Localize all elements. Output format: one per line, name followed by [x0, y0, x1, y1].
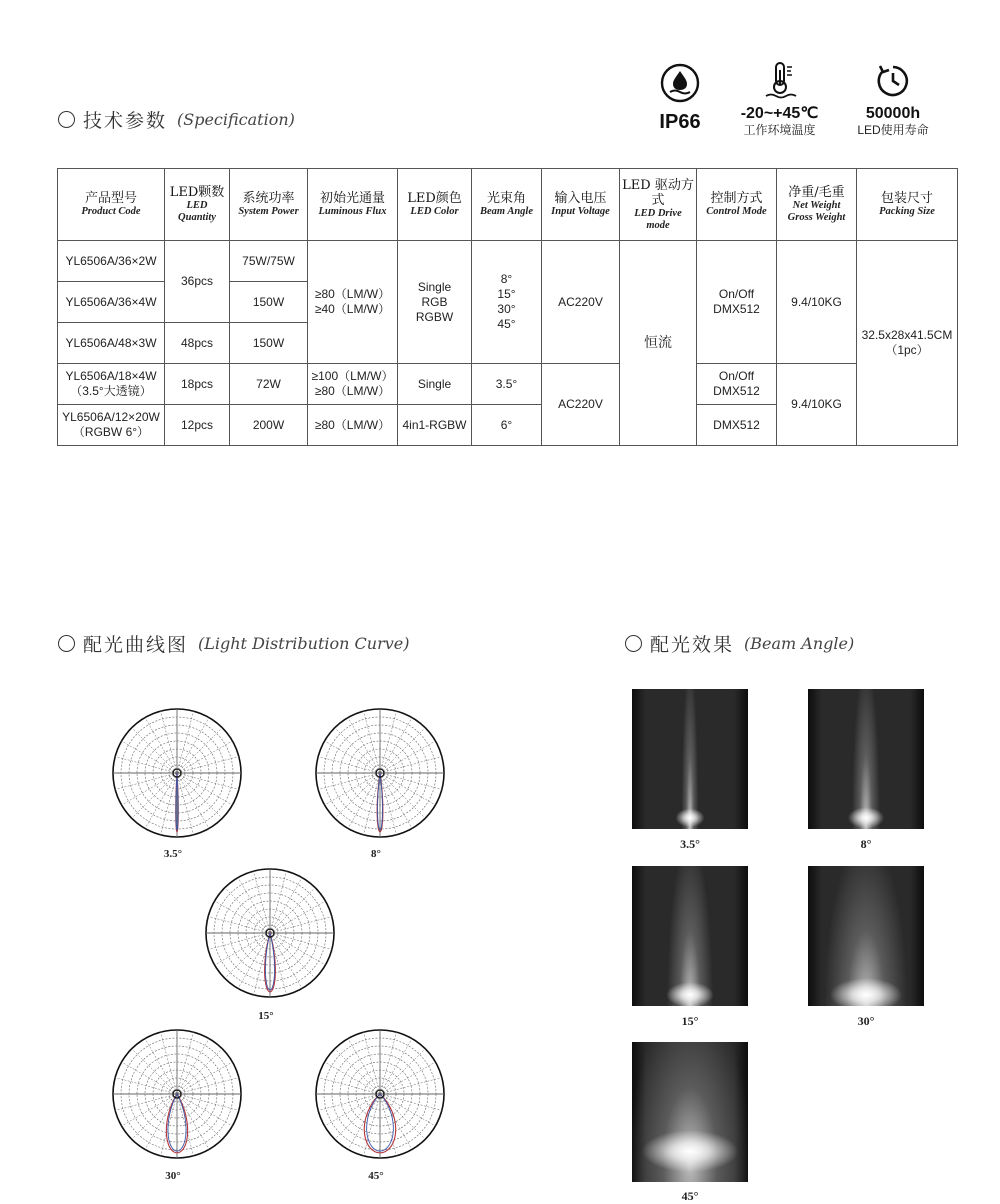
table-header-row — [58, 169, 958, 241]
beam-photo — [632, 689, 748, 829]
polar-spoke — [177, 1049, 222, 1094]
beam-photo — [632, 866, 748, 1006]
beam-title-en: (Beam Angle) — [744, 634, 855, 653]
polar-spoke — [215, 933, 270, 965]
polar-spoke — [318, 756, 380, 773]
polar-spoke — [348, 773, 380, 828]
cell-code: YL6506A/12×20W （RGBW 6°） — [58, 405, 165, 446]
cell-beam: 3.5° — [472, 364, 542, 405]
badge-ip66 — [645, 62, 715, 133]
polar-spoke — [335, 773, 380, 818]
polar-spoke — [177, 773, 194, 835]
spec-table — [57, 168, 958, 446]
polar-spoke — [325, 1094, 380, 1126]
cell-qty: 36pcs — [165, 241, 230, 323]
polar-spoke — [122, 741, 177, 773]
badge-temp-label: 工作环境温度 — [743, 123, 816, 137]
polar-spoke — [380, 1049, 425, 1094]
cell-power: 150W — [230, 323, 308, 364]
polar-chart — [301, 1015, 459, 1173]
polar-spoke — [122, 773, 177, 805]
beam-photo-label: 30° — [857, 1014, 875, 1028]
polar-spoke — [177, 773, 239, 790]
cell-weight: 9.4/10KG — [777, 241, 857, 364]
beam-photo-label: 45° — [681, 1189, 699, 1203]
polar-spoke — [160, 773, 177, 835]
cell-power: 200W — [230, 405, 308, 446]
polar-spoke — [348, 1094, 380, 1149]
polar-spoke — [380, 773, 425, 818]
polar-spoke — [348, 1039, 380, 1094]
polar-spoke — [363, 1032, 380, 1094]
header-beam-angle: 光束角 Beam Angle — [472, 169, 542, 241]
polar-spoke — [380, 711, 397, 773]
polar-spoke — [132, 773, 177, 818]
cell-control: DMX512 — [697, 405, 777, 446]
polar-spoke — [160, 1094, 177, 1156]
polar-spoke — [177, 773, 232, 805]
polar-spoke — [215, 901, 270, 933]
polar-chart-label: 45° — [368, 1170, 384, 1182]
header-input-voltage: 输入电压 Input Voltage — [542, 169, 620, 241]
polar-spoke — [177, 1062, 232, 1094]
cell-code: YL6506A/48×3W — [58, 323, 165, 364]
beam-title-cn: 配光效果 — [650, 634, 735, 656]
beam-section-title — [625, 630, 854, 657]
polar-spoke — [177, 756, 239, 773]
polar-spoke — [132, 1049, 177, 1094]
polar-spoke — [177, 1077, 239, 1094]
polar-spoke — [132, 728, 177, 773]
cell-voltage: AC220V — [542, 241, 620, 364]
polar-spoke — [380, 773, 412, 828]
polar-spoke — [325, 741, 380, 773]
polar-chart — [301, 694, 459, 852]
badge-temperature — [732, 60, 827, 137]
polar-spoke — [380, 1094, 435, 1126]
polar-spoke — [270, 916, 332, 933]
polar-spoke — [145, 773, 177, 828]
header-drive-mode: LED 驱动方式 LED Drive mode — [620, 169, 697, 241]
cell-power: 72W — [230, 364, 308, 405]
cell-color: 4in1-RGBW — [398, 405, 472, 446]
header-led-qty: LED颗数 LED Quantity — [165, 169, 230, 241]
polar-spoke — [270, 888, 315, 933]
cell-qty: 18pcs — [165, 364, 230, 405]
polar-spoke — [380, 1094, 412, 1149]
polar-spoke — [177, 728, 222, 773]
polar-spoke — [208, 933, 270, 950]
clock-icon — [874, 62, 912, 100]
badge-lifetime — [848, 62, 938, 137]
polar-spoke — [270, 871, 287, 933]
polar-spoke — [380, 1039, 412, 1094]
polar-spoke — [325, 1062, 380, 1094]
polar-chart-label: 8° — [371, 848, 381, 860]
spec-title-cn: 技术参数 — [83, 110, 168, 132]
light-title-en: (Light Distribution Curve) — [198, 634, 410, 653]
polar-chart-label: 15° — [258, 1010, 274, 1022]
polar-spoke — [177, 1094, 222, 1139]
polar-spoke — [380, 728, 425, 773]
polar-spoke — [177, 773, 209, 828]
header-led-color: LED颜色 LED Color — [398, 169, 472, 241]
polar-spoke — [270, 878, 302, 933]
polar-spoke — [335, 728, 380, 773]
polar-spoke — [363, 711, 380, 773]
polar-spoke — [380, 1062, 435, 1094]
polar-spoke — [115, 1077, 177, 1094]
polar-spoke — [253, 871, 270, 933]
cell-qty: 48pcs — [165, 323, 230, 364]
polar-spoke — [380, 1077, 442, 1094]
cell-code: YL6506A/18×4W （3.5°大透镜） — [58, 364, 165, 405]
cell-code: YL6506A/36×4W — [58, 282, 165, 323]
beam-photo-label: 15° — [681, 1014, 699, 1028]
badge-temp-text: -20~+45℃ — [740, 105, 819, 122]
circle-bullet-icon — [58, 635, 75, 652]
polar-spoke — [335, 1094, 380, 1139]
polar-spoke — [208, 916, 270, 933]
polar-spoke — [380, 1094, 425, 1139]
badge-ip66-text: IP66 — [659, 111, 701, 133]
spec-section-title — [58, 106, 295, 133]
polar-spoke — [348, 718, 380, 773]
polar-spoke — [145, 1039, 177, 1094]
cell-qty: 12pcs — [165, 405, 230, 446]
thermometer-icon — [760, 60, 800, 100]
polar-spoke — [177, 1032, 194, 1094]
cell-power: 75W/75W — [230, 241, 308, 282]
polar-spoke — [145, 718, 177, 773]
polar-spoke — [270, 901, 325, 933]
polar-spoke — [160, 1032, 177, 1094]
polar-spoke — [270, 933, 325, 965]
polar-spoke — [380, 773, 442, 790]
header-luminous-flux: 初始光通量 Luminous Flux — [308, 169, 398, 241]
spec-title-en: (Specification) — [177, 110, 295, 129]
cell-weight: 9.4/10KG — [777, 364, 857, 446]
polar-spoke — [318, 773, 380, 790]
polar-spoke — [177, 711, 194, 773]
polar-spoke — [177, 718, 209, 773]
polar-spoke — [380, 718, 412, 773]
water-drop-icon — [659, 62, 701, 104]
cell-control: On/Off DMX512 — [697, 364, 777, 405]
cell-voltage: AC220V — [542, 364, 620, 446]
badge-life-text: 50000h — [865, 105, 921, 122]
circle-bullet-icon — [625, 635, 642, 652]
beam-photo — [808, 866, 924, 1006]
polar-spoke — [335, 1049, 380, 1094]
light-title-cn: 配光曲线图 — [83, 634, 189, 656]
header-product-code: 产品型号 Product Code — [58, 169, 165, 241]
polar-spoke — [177, 1094, 239, 1111]
cell-beam: 6° — [472, 405, 542, 446]
polar-chart-label: 3.5° — [163, 848, 183, 860]
polar-spoke — [122, 1062, 177, 1094]
cell-control: On/Off DMX512 — [697, 241, 777, 364]
polar-spoke — [177, 1039, 209, 1094]
beam-photo-label: 3.5° — [680, 837, 700, 851]
polar-spoke — [115, 773, 177, 790]
header-control-mode: 控制方式 Control Mode — [697, 169, 777, 241]
cell-flux: ≥80（LM/W） ≥40（LM/W） — [308, 241, 398, 364]
polar-chart — [98, 694, 256, 852]
polar-spoke — [160, 711, 177, 773]
table-row — [58, 241, 958, 282]
polar-spoke — [380, 741, 435, 773]
cell-color: Single — [398, 364, 472, 405]
header-system-power: 系统功率 System Power — [230, 169, 308, 241]
polar-chart — [191, 854, 349, 1012]
badge-life-label: LED使用寿命 — [857, 123, 929, 137]
cell-color: Single RGB RGBW — [398, 241, 472, 364]
polar-spoke — [115, 1094, 177, 1111]
cell-beam: 8° 15° 30° 45° — [472, 241, 542, 364]
header-weight: 净重/毛重 Net Weight Gross Weight — [777, 169, 857, 241]
polar-spoke — [225, 933, 270, 978]
cell-code: YL6506A/36×2W — [58, 241, 165, 282]
polar-spoke — [270, 933, 332, 950]
beam-photo — [808, 689, 924, 829]
circle-bullet-icon — [58, 111, 75, 128]
polar-chart-label: 30° — [165, 1170, 181, 1182]
polar-spoke — [318, 1077, 380, 1094]
cell-flux: ≥100（LM/W） ≥80（LM/W） — [308, 364, 398, 405]
polar-spoke — [380, 773, 435, 805]
polar-spoke — [225, 888, 270, 933]
table-row — [58, 364, 958, 405]
polar-spoke — [380, 1032, 397, 1094]
polar-spoke — [270, 933, 315, 978]
cell-flux: ≥80（LM/W） — [308, 405, 398, 446]
beam-photo — [632, 1042, 748, 1182]
polar-spoke — [177, 741, 232, 773]
header-packing-size: 包装尺寸 Packing Size — [857, 169, 958, 241]
cell-power: 150W — [230, 282, 308, 323]
light-section-title — [58, 630, 409, 657]
cell-packing: 32.5x28x41.5CM （1pc） — [857, 241, 958, 446]
polar-spoke — [115, 756, 177, 773]
polar-spoke — [132, 1094, 177, 1139]
polar-spoke — [325, 773, 380, 805]
beam-photo-label: 8° — [860, 837, 872, 851]
cell-drive: 恒流 — [620, 241, 697, 446]
polar-chart — [98, 1015, 256, 1173]
polar-spoke — [238, 878, 270, 933]
polar-spoke — [177, 773, 222, 818]
polar-spoke — [177, 1094, 194, 1156]
polar-spoke — [380, 756, 442, 773]
